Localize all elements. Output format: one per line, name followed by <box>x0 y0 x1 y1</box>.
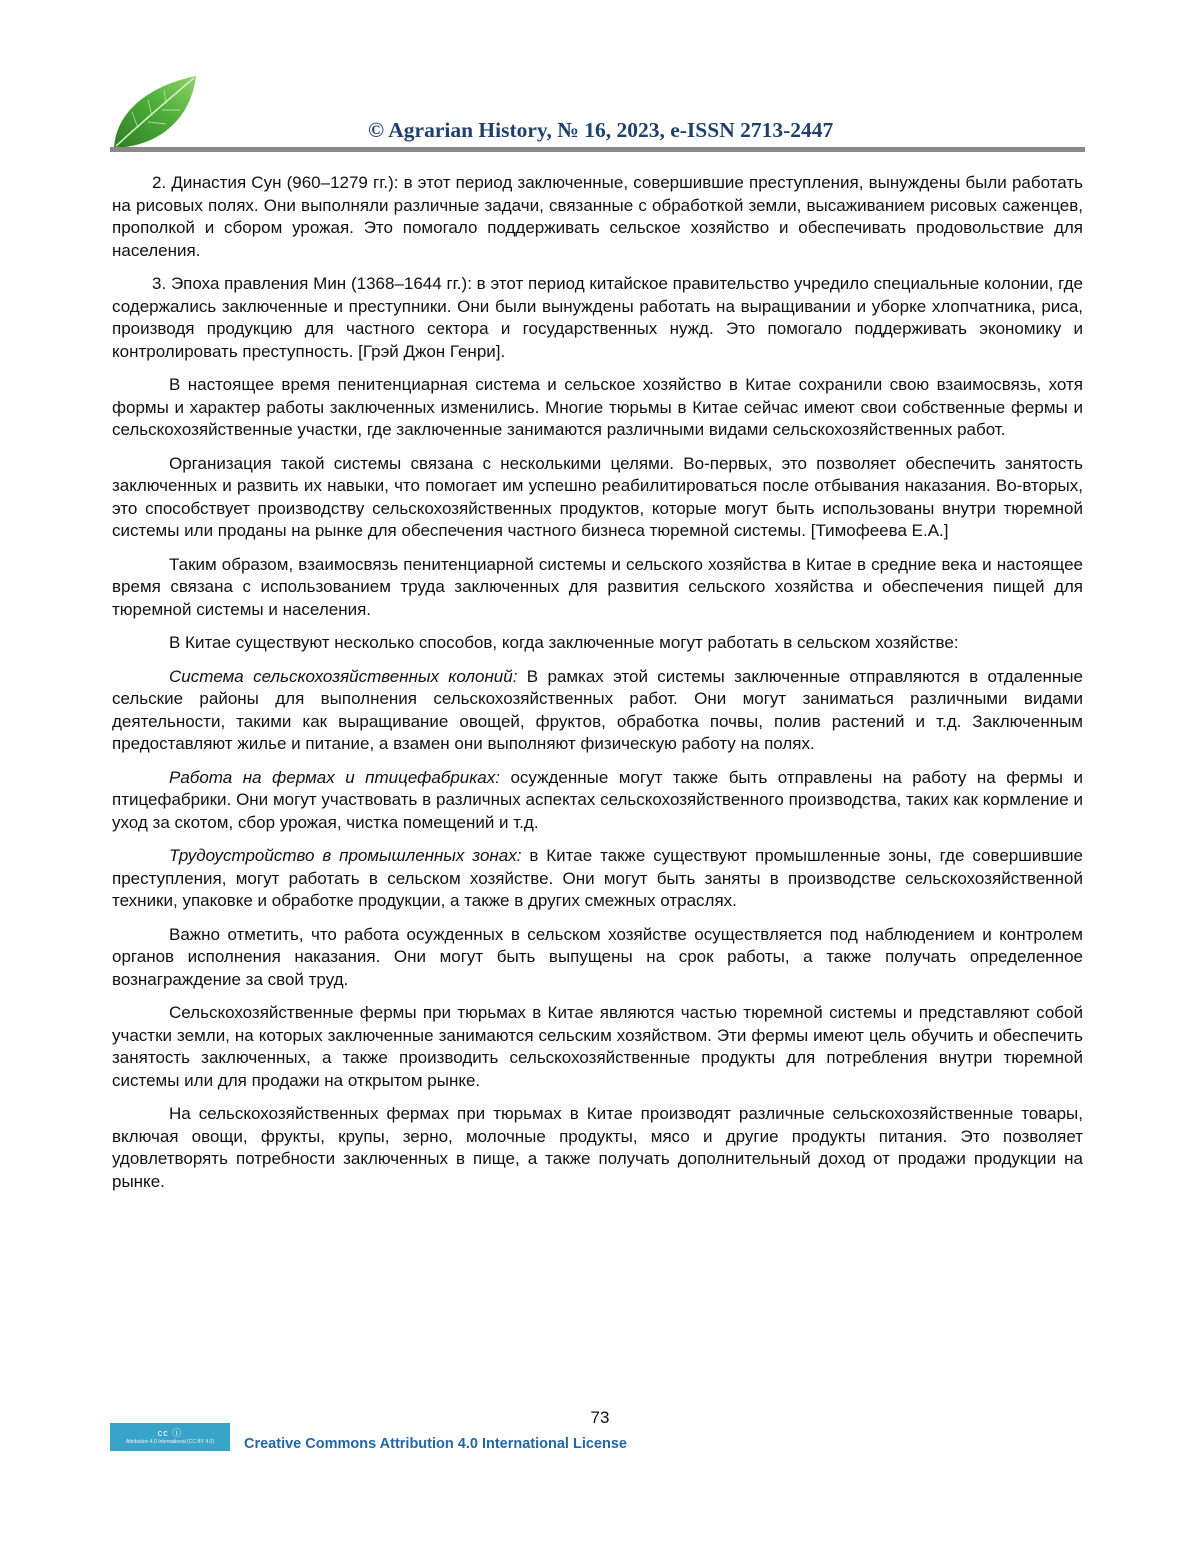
license-link[interactable]: Creative Commons Attribution 4.0 International License <box>244 1436 627 1452</box>
paragraph <box>112 1103 1083 1193</box>
paragraph <box>112 453 1083 543</box>
paragraph <box>112 767 1083 835</box>
paragraph-text: Сельскохозяйственные фермы при тюрьмах в Китае являются частью тюремной системы и представляют собой участки земли, на которых заключенные занимаются сельским хозяйством. Эти фермы имеют цель обучить и обеспечить занятость заключенных, а также производить сельскохозяйственные продукты для потребления внутри тюремной системы или для продажи на открытом рынке. <box>112 1003 1083 1090</box>
header-rule <box>110 147 1085 152</box>
paragraph <box>112 924 1083 992</box>
paragraph-text: в Китае также существуют промышленные зоны, где совершившие преступления, могут работать в сельском хозяйстве. Они могут быть заняты в производстве сельскохозяйственной техники, упаковке и обработке продукции, а также в других смежных отраслях. <box>112 846 1083 910</box>
paragraph <box>112 554 1083 622</box>
paragraph-text: В рамках этой системы заключенные отправляются в отдаленные сельские районы для выполнения сельскохозяйственных работ. Они могут заниматься различными видами деятельности, такими как выращивание овощей, фруктов, обработка почвы, полив растений и т.д. Заключенным предоставляют жилье и питание, а взамен они выполняют физическую работу на полях. <box>112 666 1083 753</box>
italic-lead: Система сельскохозяйственных колоний: <box>169 666 518 686</box>
cc-icon: cc ⓘ <box>157 1428 183 1438</box>
italic-lead: Работа на фермах и птицефабриках: <box>169 767 500 787</box>
paragraph <box>112 632 1083 655</box>
cc-badge-caption: Attribution 4.0 International (CC BY 4.0) <box>125 1439 214 1445</box>
paragraph <box>112 273 1083 363</box>
paragraph <box>112 374 1083 442</box>
paragraph-text: В настоящее время пенитенциарная система и сельское хозяйство в Китае сохранили свою взаимосвязь, хотя формы и характер работы заключенных изменились. Многие тюрьмы в Китае сейчас имеют свои собственные фермы и сельскохозяйственные участки, где заключенные занимаются различными видами сельскохозяйственных работ. <box>112 375 1083 439</box>
cc-by-badge[interactable] <box>110 1423 230 1451</box>
paragraph <box>112 1002 1083 1092</box>
paragraph-text: На сельскохозяйственных фермах при тюрьмах в Китае производят различные сельскохозяйственные товары, включая овощи, фрукты, крупы, зерно, молочные продукты, мясо и другие продукты питания. Это позволяет удовлетворять потребности заключенных в пище, а также получать дополнительный доход от продажи продукции на рынке. <box>112 1104 1083 1191</box>
paragraph <box>112 172 1083 262</box>
paragraph-text: 2. Династия Сун (960–1279 гг.): в этот период заключенные, совершившие преступления, вынуждены были работать на рисовых полях. Они выполняли различные задачи, связанные с обработкой земли, высаживанием рисовых саженцев, прополкой и сбором урожая. Это помогало поддерживать сельское хозяйство и обеспечивать продовольствие для населения. <box>112 173 1083 260</box>
paragraph <box>112 845 1083 913</box>
paragraph-text: Организация такой системы связана с несколькими целями. Во-первых, это позволяет обеспечить занятость заключенных и развить их навыки, что помогает им успешно реабилитироваться после отбывания наказания. Во-вторых, это способствует производству сельскохозяйственных продуктов, которые могут быть использованы внутри тюремной системы или проданы на рынке для обеспечения частного бизнеса тюремной системы. [Тимофеева Е.А.] <box>112 453 1083 540</box>
paragraph-text: Важно отметить, что работа осужденных в сельском хозяйстве осуществляется под наблюдением и контролем органов исполнения наказания. Они могут быть выпущены на срок работы, а также получать определенное вознаграждение за свой труд. <box>112 924 1083 989</box>
paragraph-text: 3. Эпоха правления Мин (1368–1644 гг.): в этот период китайское правительство учредило специальные колонии, где содержались заключенные и преступники. Они были вынуждены работать на выращивании и уборке хлопчатника, риса, производя продукцию для частного сектора и государственных нужд. Это помогало поддерживать экономику и контролировать преступность. [Грэй Джон Генри]. <box>112 274 1083 361</box>
italic-lead: Трудоустройство в промышленных зонах: <box>169 846 522 865</box>
leaf-logo <box>108 72 200 154</box>
paragraph-text: Таким образом, взаимосвязь пенитенциарной системы и сельского хозяйства в Китае в средние века и настоящее время связана с использованием труда заключенных для развития сельского хозяйства и обеспечения пищей для тюремной системы и населения. <box>112 554 1083 619</box>
paragraph-text: В Китае существуют несколько способов, когда заключенные могут работать в сельском хозяйстве: <box>169 633 959 652</box>
leaf-icon <box>108 72 200 154</box>
journal-title: © Agrarian History, № 16, 2023, e-ISSN 2713-2447 <box>368 118 834 142</box>
article-body <box>112 172 1083 1204</box>
paragraph <box>112 666 1083 756</box>
page-number: 73 <box>590 1408 610 1427</box>
paragraph-text: осужденные могут также быть отправлены на работу на фермы и птицефабрики. Они могут участвовать в различных аспектах сельскохозяйственного производства, таких как кормление и уход за скотом, сбор урожая, чистка помещений и т.д. <box>112 767 1084 832</box>
